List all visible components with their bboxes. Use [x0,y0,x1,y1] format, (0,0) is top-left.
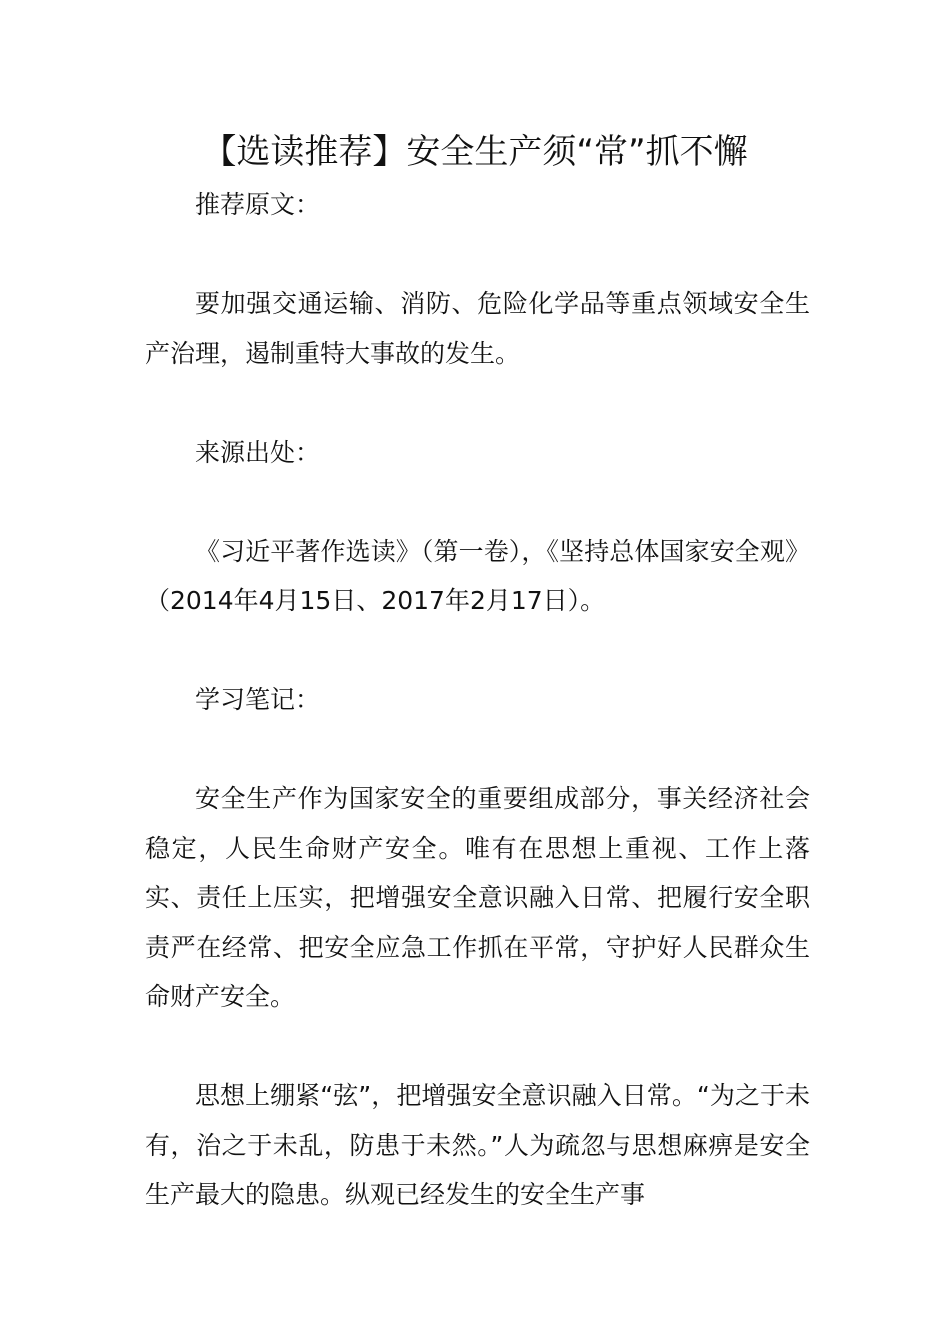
section-label-recommended-text: 推荐原文： [195,190,321,219]
source-paragraph: 《习近平著作选读》（第一卷），《坚持总体国家安全观》（2014年4月15日、2017年2月17日）。 [145,536,810,615]
recommended-text-paragraph: 要加强交通运输、消防、危险化学品等重点领域安全生产治理，遏制重特大事故的发生。 [145,289,810,368]
paragraph-gap [145,725,810,775]
paragraph-gap [145,477,810,527]
paragraph-gap [145,230,810,280]
section-label-study-notes: 学习笔记： [195,685,321,714]
document-body [145,180,810,1220]
section-label-source: 来源出处： [195,437,321,467]
document-title: 【选读推荐】安全生产须“常”抓不懈 [202,132,748,172]
study-notes-paragraph-2: 思想上绷紧“弦”，把增强安全意识融入日常。“为之于未有，治之于未乱，防患于未然。”人为疏忽与思想麻痹是安全生产最大的隐患。纵观已经发生的安全生产事 [145,1081,810,1209]
study-notes-paragraph-1: 安全生产作为国家安全的重要组成部分，事关经济社会稳定，人民生命财产安全。唯有在思想上重视、工作上落实、责任上压实，把增强安全意识融入日常、把履行安全职责严在经常、把安全应急工作抓在平常，守护好人民群众生命财产安全。 [145,784,810,1011]
paragraph-gap [145,626,810,676]
paragraph-gap [145,1022,810,1072]
paragraph-gap [145,378,810,428]
